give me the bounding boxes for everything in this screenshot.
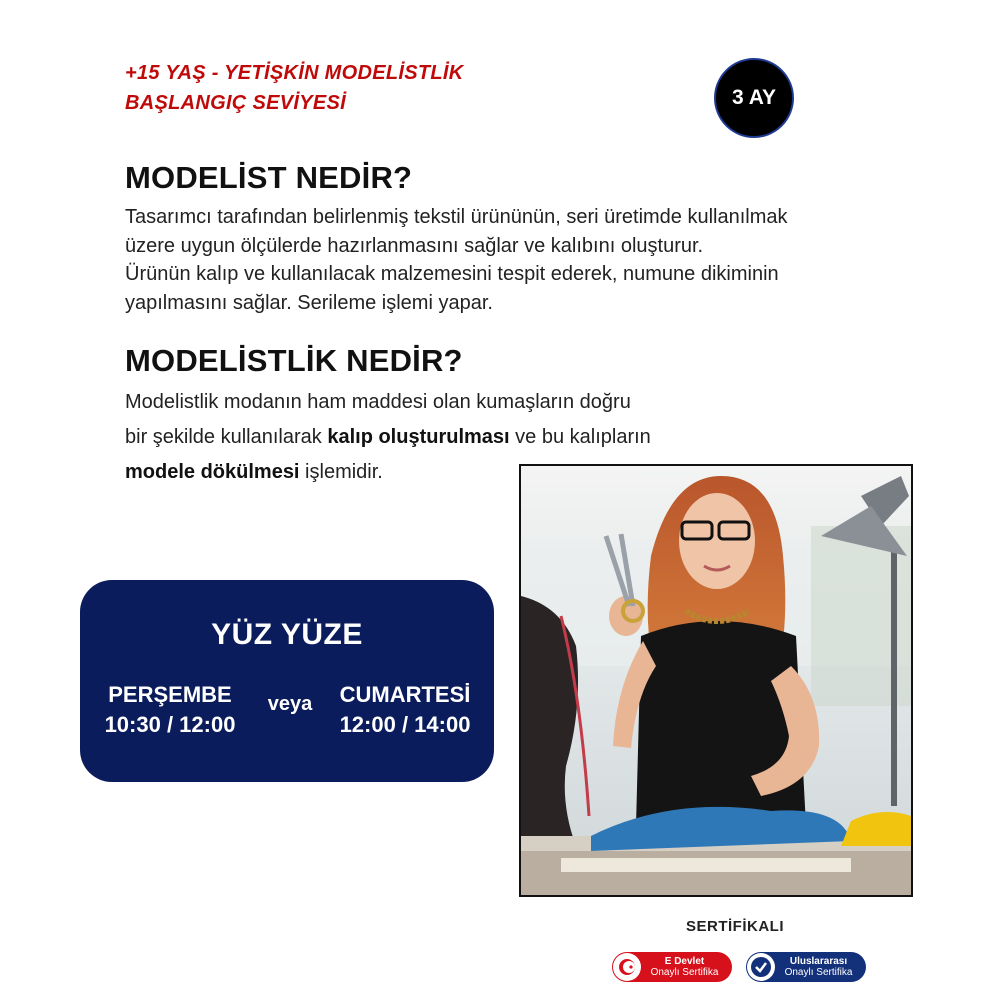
edevlet-badge-text: E Devlet Onaylı Sertifika <box>650 956 719 978</box>
course-subtitle <box>125 58 464 118</box>
section1-line: üzere uygun ölçülerde hazırlanmasını sağlar ve kalıbını oluşturur. <box>125 234 704 257</box>
tailor-photo <box>519 464 913 897</box>
schedule-option-1 <box>100 680 240 740</box>
certificate-label: SERTİFİKALI <box>686 918 784 935</box>
schedule-option-2 <box>330 680 480 740</box>
section1-line: Ürünün kalıp ve kullanılacak malzemesini tespit ederek, numune dikiminin <box>125 263 779 285</box>
section1-paragraph <box>125 203 788 317</box>
schedule-connector: veya <box>267 693 313 715</box>
section1-line: Tasarımcı tarafından belirlenmiş tekstil ürününün, seri üretimde kullanılmak <box>125 206 788 228</box>
international-certificate-badge <box>746 952 866 982</box>
duration-text: 3 AY <box>732 86 776 109</box>
checkmark-icon <box>747 953 775 981</box>
subtitle-line-2: BAŞLANGIÇ SEVİYESİ <box>125 92 346 114</box>
subtitle-line-1: +15 YAŞ - YETİŞKİN MODELİSTLİK <box>125 62 464 84</box>
section2-line-3: modele dökülmesi işlemidir. <box>125 461 383 483</box>
section2-line-2: bir şekilde kullanılarak kalıp oluşturulması ve bu kalıpların <box>125 426 651 448</box>
schedule-card <box>80 580 494 782</box>
duration-badge <box>714 58 794 138</box>
section1-line: yapılmasını sağlar. Serileme işlemi yapar. <box>125 291 493 314</box>
section2-line-1: Modelistlik modanın ham maddesi olan kumaşların doğru <box>125 391 631 413</box>
section1-heading: MODELİST NEDİR? <box>125 160 413 195</box>
edevlet-certificate-badge <box>612 952 732 982</box>
section2-heading: MODELİSTLİK NEDİR? <box>125 343 463 378</box>
international-badge-text: Uluslararası Onaylı Sertifika <box>784 956 853 978</box>
schedule-time-1: 10:30 / 12:00 <box>104 712 236 737</box>
schedule-day-1: PERŞEMBE <box>108 682 232 707</box>
schedule-time-2: 12:00 / 14:00 <box>339 712 471 737</box>
schedule-day-2: CUMARTESİ <box>339 682 471 707</box>
turkish-crescent-icon <box>613 953 641 981</box>
schedule-title: YÜZ YÜZE <box>211 618 363 651</box>
